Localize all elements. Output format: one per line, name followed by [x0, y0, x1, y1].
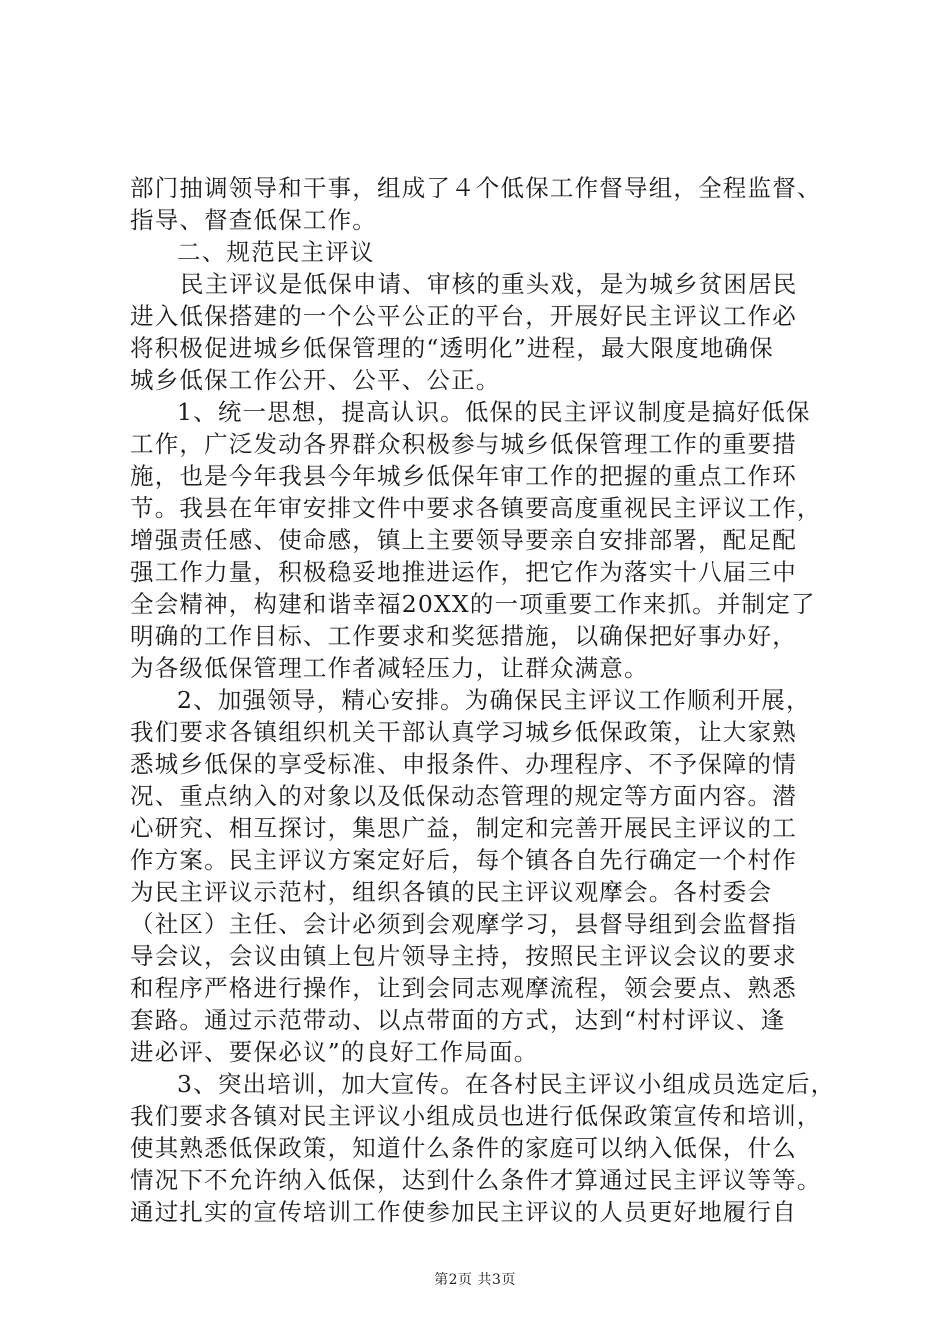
text-line: 心研究、相互探讨，集思广益，制定和完善开展民主评议的工 — [130, 814, 797, 842]
text-line: 明确的工作目标、工作要求和奖惩措施，以确保把好事办好， — [130, 622, 797, 650]
text-line: 将积极促进城乡低保管理的“透明化”进程，最大限度地确保 — [130, 334, 774, 362]
text-line: 工作，广泛发动各界群众积极参与城乡低保管理工作的重要措 — [130, 430, 797, 458]
text-line: 部门抽调领导和干事，组成了４个低保工作督导组，全程监督、 — [130, 174, 822, 202]
text-line: 全会精神，构建和谐幸福20XX的一项重要工作来抓。并制定了 — [130, 590, 816, 618]
page-number-footer: 第2页 共3页 — [434, 1272, 516, 1288]
text-line: （社区）主任、会计必须到会观摩学习，县督导组到会监督指 — [130, 910, 797, 938]
paragraph-first-line: 2、加强领导，精心安排。为确保民主评议工作顺利开展， — [177, 686, 811, 714]
text-line: 指导、督查低保工作。 — [130, 206, 377, 234]
text-line: 使其熟悉低保政策，知道什么条件的家庭可以纳入低保，什么 — [130, 1134, 797, 1162]
paragraph-first-line: 民主评议是低保申请、审核的重头戏，是为城乡贫困居民 — [180, 270, 798, 298]
text-line: 节。我县在年审安排文件中要求各镇要高度重视民主评议工作， — [130, 494, 822, 522]
text-line: 进入低保搭建的一个公平公正的平台，开展好民主评议工作必 — [130, 302, 797, 330]
text-line: 增强责任感、使命感，镇上主要领导要亲自安排部署，配足配 — [130, 526, 797, 554]
text-line: 套路。通过示范带动、以点带面的方式，达到“村村评议、逢 — [130, 1006, 786, 1034]
text-line: 和程序严格进行操作，让到会同志观摩流程，领会要点、熟悉 — [130, 974, 797, 1002]
text-line: 作方案。民主评议方案定好后，每个镇各自先行确定一个村作 — [130, 846, 797, 874]
text-line: 况、重点纳入的对象以及低保动态管理的规定等方面内容。潜 — [130, 782, 797, 810]
section-heading: 二、规范民主评议 — [177, 238, 375, 266]
text-line: 进必评、要保必议”的良好工作局面。 — [130, 1038, 539, 1066]
text-line: 情况下不允许纳入低保，达到什么条件才算通过民主评议等等。 — [130, 1166, 822, 1194]
text-line: 为民主评议示范村，组织各镇的民主评议观摩会。各村委会 — [130, 878, 773, 906]
paragraph-first-line: 1、统一思想，提高认识。低保的民主评议制度是搞好低保 — [177, 398, 811, 426]
text-line: 强工作力量，积极稳妥地推进运作，把它作为落实十八届三中 — [130, 558, 797, 586]
text-line: 我们要求各镇组织机关干部认真学习城乡低保政策，让大家熟 — [130, 718, 797, 746]
text-line: 导会议，会议由镇上包片领导主持，按照民主评议会议的要求 — [130, 942, 797, 970]
text-line: 通过扎实的宣传培训工作使参加民主评议的人员更好地履行自 — [130, 1198, 797, 1226]
text-line: 为各级低保管理工作者减轻压力，让群众满意。 — [130, 654, 649, 682]
text-line: 我们要求各镇对民主评议小组成员也进行低保政策宣传和培训， — [130, 1102, 822, 1130]
text-line: 城乡低保工作公开、公平、公正。 — [130, 366, 501, 394]
text-line: 施，也是今年我县今年城乡低保年审工作的把握的重点工作环 — [130, 462, 797, 490]
text-line: 悉城乡低保的享受标准、申报条件、办理程序、不予保障的情 — [130, 750, 797, 778]
paragraph-first-line: 3、突出培训，加大宣传。在各村民主评议小组成员选定后， — [177, 1070, 836, 1098]
